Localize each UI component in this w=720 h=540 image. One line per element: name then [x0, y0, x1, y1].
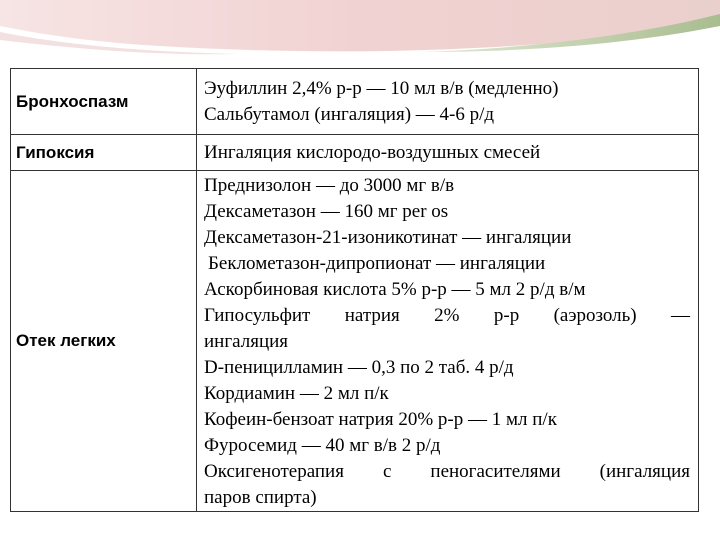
drug-line: Преднизолон — до 3000 мг в/в	[204, 175, 455, 196]
condition-label: Гипоксия	[16, 142, 95, 162]
drug-line: Эуфиллин 2,4% р-р — 10 мл в/в (медленно)	[204, 78, 559, 99]
treatment-table	[10, 68, 699, 512]
condition-label: Бронхоспазм	[16, 91, 129, 111]
drug-line: Оксигенотерапия с пеногасителями (ингаляция	[204, 461, 690, 482]
drugs-cell	[197, 69, 699, 135]
drug-line: Фуросемид — 40 мг в/в 2 р/д	[204, 435, 441, 456]
drug-line: Дексаметазон-21-изоникотинат — ингаляции	[204, 227, 572, 248]
condition-cell	[11, 171, 197, 512]
drugs-cell	[197, 171, 699, 512]
drug-line: Гипосульфит натрия 2% р-р (аэрозоль) —	[204, 305, 690, 326]
condition-cell	[11, 135, 197, 171]
condition-cell	[11, 69, 197, 135]
table-row	[11, 135, 699, 171]
table-row	[11, 171, 699, 512]
condition-label: Отек легких	[16, 331, 116, 350]
drug-line: ингаляция	[204, 331, 289, 352]
drug-line: Дексаметазон — 160 мг per os	[204, 201, 449, 222]
drug-line: Беклометазон-дипропионат — ингаляции	[208, 253, 546, 274]
drug-line: Аскорбиновая кислота 5% р-р — 5 мл 2 р/д в/м	[204, 279, 586, 300]
drug-line: Сальбутамол (ингаляция) — 4-6 р/д	[204, 104, 495, 125]
drug-line: D-пеницилламин — 0,3 по 2 таб. 4 р/д	[204, 357, 514, 378]
decorative-header-swoosh	[0, 0, 720, 70]
drug-line: Кордиамин — 2 мл п/к	[204, 383, 389, 404]
drugs-cell	[197, 135, 699, 171]
table-row	[11, 69, 699, 135]
drug-line: паров спирта)	[204, 487, 317, 508]
drug-line: Ингаляция кислородо-воздушных смесей	[204, 142, 541, 163]
drug-line: Кофеин-бензоат натрия 20% р-р — 1 мл п/к	[204, 409, 557, 430]
